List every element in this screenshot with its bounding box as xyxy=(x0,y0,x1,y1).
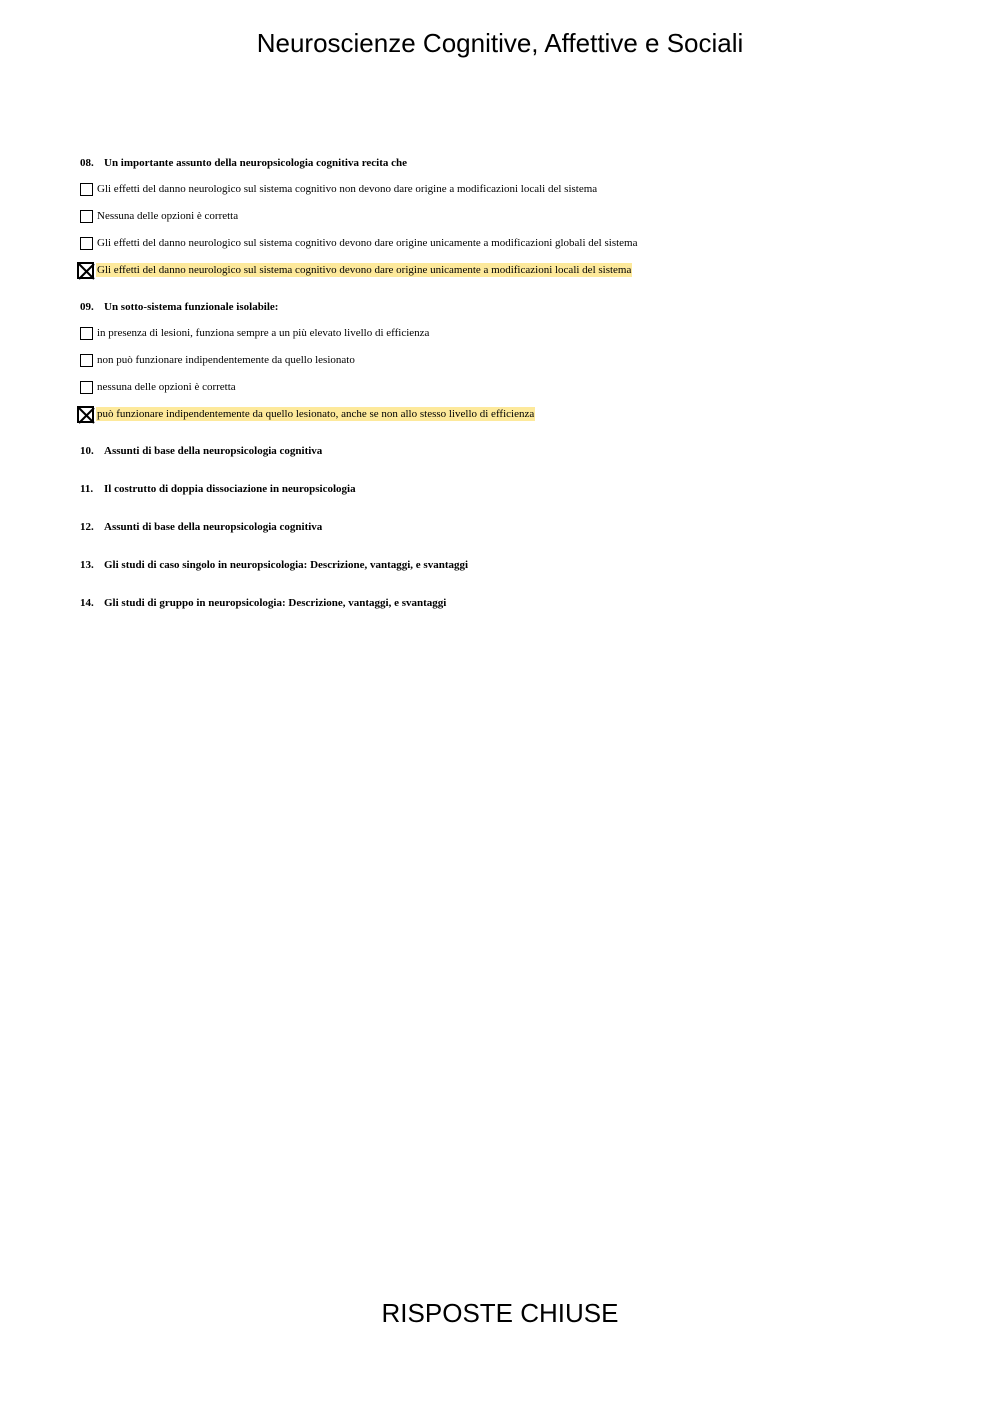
answer-option-label: Gli effetti del danno neurologico sul sistema cognitivo devono dare origine unicamente a modificazioni locali del sistema xyxy=(97,264,632,276)
answer-option-label: può funzionare indipendentemente da quello lesionato, anche se non allo stesso livello di efficienza xyxy=(97,408,535,420)
question-text: Assunti di base della neuropsicologia cognitiva xyxy=(104,445,323,457)
answer-option-label: nessuna delle opzioni è corretta xyxy=(97,381,236,393)
answer-option[interactable] xyxy=(80,180,940,198)
question-number: 08. xyxy=(80,157,94,169)
question-text: Un sotto-sistema funzionale isolabile: xyxy=(104,301,279,313)
open-question-12 xyxy=(80,519,940,535)
answer-option-selected[interactable] xyxy=(80,261,940,279)
open-question-11 xyxy=(80,481,940,497)
question-number: 14. xyxy=(80,597,94,609)
question-08 xyxy=(80,155,940,279)
checkbox-x-icon[interactable] xyxy=(77,406,94,423)
checkbox-empty-icon[interactable] xyxy=(80,210,93,223)
section-title: RISPOSTE CHIUSE xyxy=(381,1298,619,1328)
answer-option[interactable] xyxy=(80,351,940,369)
question-09 xyxy=(80,299,940,423)
answer-option[interactable] xyxy=(80,234,940,252)
checkbox-empty-icon[interactable] xyxy=(80,237,93,250)
question-list xyxy=(80,155,940,633)
answer-option-label: Gli effetti del danno neurologico sul sistema cognitivo devono dare origine unicamente a modificazioni globali del sistema xyxy=(97,237,638,249)
page-title: Neuroscienze Cognitive, Affettive e Sociali xyxy=(256,28,744,58)
checkbox-empty-icon[interactable] xyxy=(80,327,93,340)
question-text: Il costrutto di doppia dissociazione in neuropsicologia xyxy=(104,483,356,495)
question-number: 09. xyxy=(80,301,94,313)
checkbox-empty-icon[interactable] xyxy=(80,381,93,394)
question-heading xyxy=(80,299,940,315)
checkbox-x-icon[interactable] xyxy=(77,262,94,279)
question-number: 11. xyxy=(80,483,94,495)
answer-option[interactable] xyxy=(80,324,940,342)
answer-option-label: non può funzionare indipendentemente da quello lesionato xyxy=(97,354,355,366)
question-text: Gli studi di caso singolo in neuropsicologia: Descrizione, vantaggi, e svantaggi xyxy=(104,559,469,571)
question-text: Gli studi di gruppo in neuropsicologia: Descrizione, vantaggi, e svantaggi xyxy=(104,597,447,609)
checkbox-empty-icon[interactable] xyxy=(80,183,93,196)
answer-option-label: Gli effetti del danno neurologico sul sistema cognitivo non devono dare origine a modificazioni locali del sistema xyxy=(97,183,598,195)
question-number: 13. xyxy=(80,559,94,571)
answer-option-selected[interactable] xyxy=(80,405,940,423)
answer-option-label: in presenza di lesioni, funziona sempre a un più elevato livello di efficienza xyxy=(97,327,430,339)
question-heading xyxy=(80,155,940,171)
open-question-13 xyxy=(80,557,940,573)
question-text: Assunti di base della neuropsicologia cognitiva xyxy=(104,521,323,533)
answer-option[interactable] xyxy=(80,378,940,396)
answer-option[interactable] xyxy=(80,207,940,225)
question-number: 10. xyxy=(80,445,94,457)
open-question-10 xyxy=(80,443,940,459)
checkbox-empty-icon[interactable] xyxy=(80,354,93,367)
question-text: Un importante assunto della neuropsicologia cognitiva recita che xyxy=(104,157,408,169)
answer-option-label: Nessuna delle opzioni è corretta xyxy=(97,210,239,222)
open-question-14 xyxy=(80,595,940,611)
question-number: 12. xyxy=(80,521,94,533)
